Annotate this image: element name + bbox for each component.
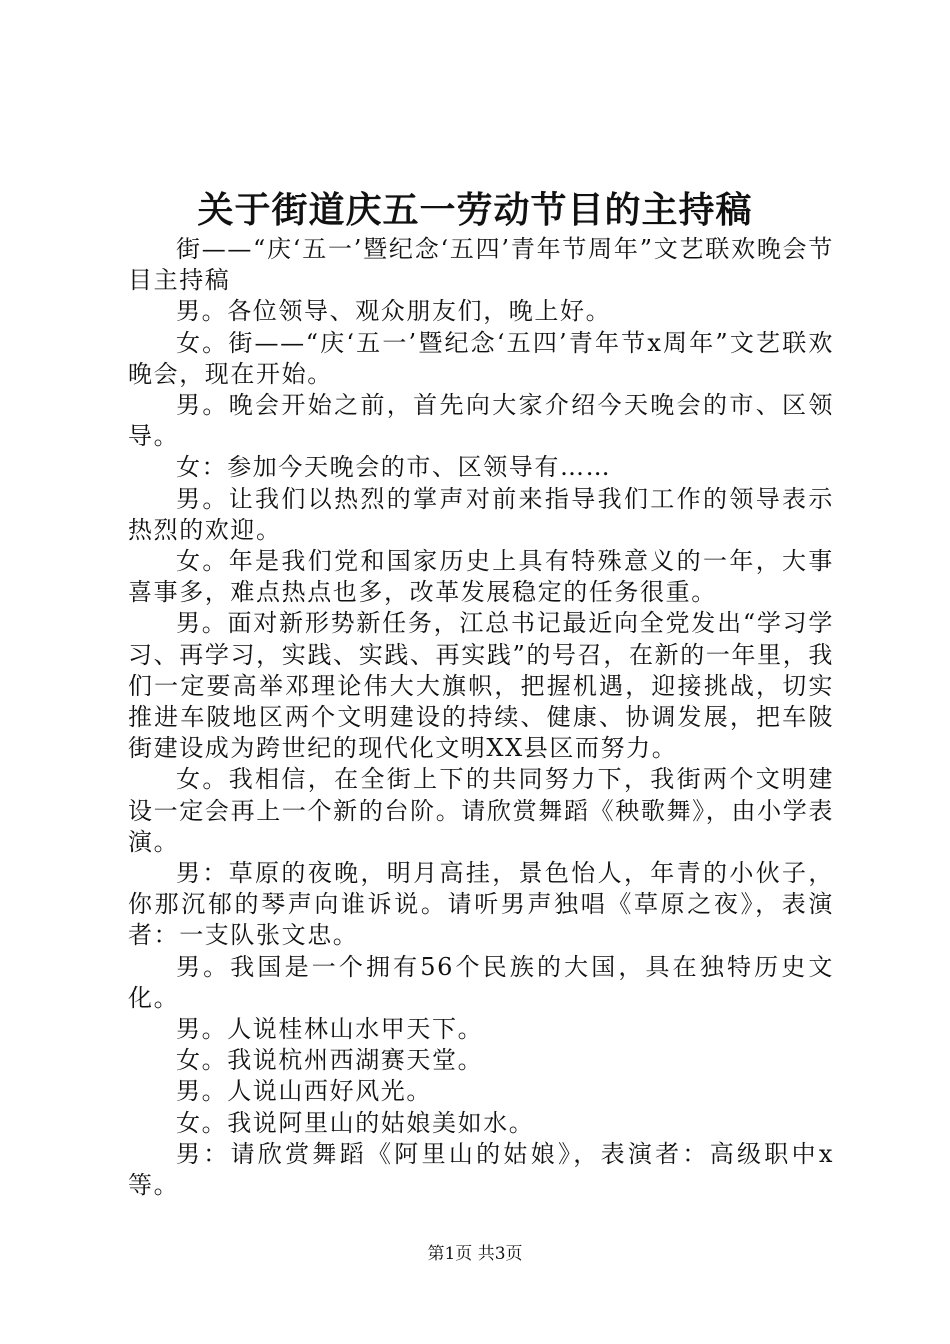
paragraph-7: 女。年是我们党和国家历史上具有特殊意义的一年，大事喜事多，难点热点也多，改革发展稳定的任务很重。 (128, 547, 834, 607)
paragraph-16: 男：请欣赏舞蹈《阿里山的姑娘》，表演者：高级职中x等。 (128, 1139, 834, 1200)
paragraph-12: 男。人说桂林山水甲天下。 (176, 1015, 484, 1044)
paragraph-5: 女：参加今天晚会的市、区领导有…… (176, 453, 612, 482)
paragraph-11: 男。我国是一个拥有56个民族的大国，具在独特历史文化。 (128, 952, 834, 1012)
document-body (128, 234, 834, 1201)
paragraph-6: 男。让我们以热烈的掌声对前来指导我们工作的领导表示热烈的欢迎。 (128, 484, 834, 544)
paragraph-1: 街——“庆‘五一’暨纪念‘五四’青年节周年”文艺联欢晚会节目主持稿 (128, 235, 834, 295)
paragraph-3: 女。街——“庆‘五一’暨纪念‘五四’青年节x周年”文艺联欢晚会，现在开始。 (128, 328, 834, 388)
document-title: 关于街道庆五一劳动节目的主持稿 (197, 189, 753, 231)
paragraph-14: 男。人说山西好风光。 (176, 1077, 432, 1106)
paragraph-13: 女。我说杭州西湖赛天堂。 (176, 1046, 484, 1075)
paragraph-9: 女。我相信，在全街上下的共同努力下，我街两个文明建设一定会再上一个新的台阶。请欣赏舞蹈《秧歌舞》，由小学表演。 (128, 765, 834, 856)
paragraph-10: 男：草原的夜晚，明月高挂，景色怡人，年青的小伙子，你那沉郁的琴声向谁诉说。请听男声独唱《草原之夜》，表演者：一支队张文忠。 (128, 859, 834, 950)
page-footer: 第1页 共3页 (427, 1244, 523, 1264)
paragraph-4: 男。晚会开始之前，首先向大家介绍今天晚会的市、区领导。 (128, 391, 834, 451)
paragraph-2: 男。各位领导、观众朋友们，晚上好。 (176, 297, 612, 326)
paragraph-15: 女。我说阿里山的姑娘美如水。 (176, 1108, 535, 1137)
paragraph-8: 男。面对新形势新任务，江总书记最近向全党发出“学习学习、再学习，实践、实践、再实践”的号召，在新的一年里，我们一定要高举邓理论伟大大旗帜，把握机遇，迎接挑战，切实推进车陂地区两个文明建设的持续、健康、协调发展，把车陂街建设成为跨世纪的现代化文明XX县区而努力。 (128, 609, 834, 763)
